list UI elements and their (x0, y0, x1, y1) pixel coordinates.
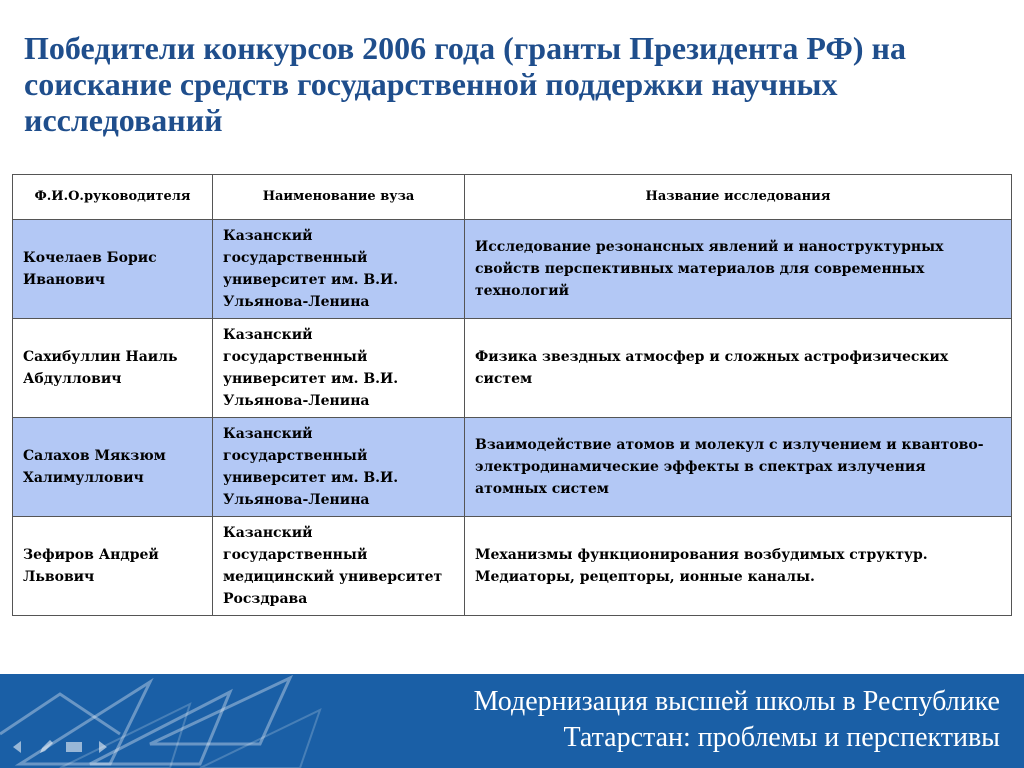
cell-leader-name: Зефиров Андрей Львович (13, 517, 213, 616)
slide-nav-controls (8, 736, 112, 758)
cell-research-title: Механизмы функционирования возбудимых структур. Медиаторы, рецепторы, ионные каналы. (465, 517, 1012, 616)
header-leader-name: Ф.И.О.руководителя (13, 175, 213, 220)
cell-research-title: Физика звездных атмосфер и сложных астрофизических систем (465, 319, 1012, 418)
cell-research-title: Взаимодействие атомов и молекул с излучением и квантово-электродинамические эффекты в спектрах излучения атомных систем (465, 418, 1012, 517)
grants-table (12, 174, 1012, 616)
cell-university: Казанский государственный университет им. В.И. Ульянова-Ленина (213, 418, 465, 517)
menu-icon[interactable] (64, 737, 84, 757)
arrow-right-icon[interactable] (92, 737, 112, 757)
table-row (13, 220, 1012, 319)
footer-caption (474, 684, 1000, 756)
table-row (13, 418, 1012, 517)
slide-title: Победители конкурсов 2006 года (гранты Президента РФ) на соискание средств государственной поддержки научных исследований (24, 30, 906, 138)
table-row (13, 319, 1012, 418)
footer-banner (0, 674, 1024, 768)
cell-leader-name: Салахов Мякзюм Халимуллович (13, 418, 213, 517)
cell-leader-name: Сахибуллин Наиль Абдуллович (13, 319, 213, 418)
cell-leader-name: Кочелаев Борис Иванович (13, 220, 213, 319)
arrow-left-icon[interactable] (8, 737, 28, 757)
footer-caption-line2: Татарстан: проблемы и перспективы (563, 722, 1000, 753)
cell-university: Казанский государственный университет им. В.И. Ульянова-Ленина (213, 319, 465, 418)
pen-icon[interactable] (36, 737, 56, 757)
cell-research-title: Исследование резонансных явлений и наноструктурных свойств перспективных материалов для современных технологий (465, 220, 1012, 319)
cell-university: Казанский государственный медицинский университет Росздрава (213, 517, 465, 616)
table-row (13, 517, 1012, 616)
header-university: Наименование вуза (213, 175, 465, 220)
cell-university: Казанский государственный университет им. В.И. Ульянова-Ленина (213, 220, 465, 319)
footer-caption-line1: Модернизация высшей школы в Республике (473, 686, 1000, 717)
table-header-row (13, 175, 1012, 220)
header-research-title: Название исследования (465, 175, 1012, 220)
